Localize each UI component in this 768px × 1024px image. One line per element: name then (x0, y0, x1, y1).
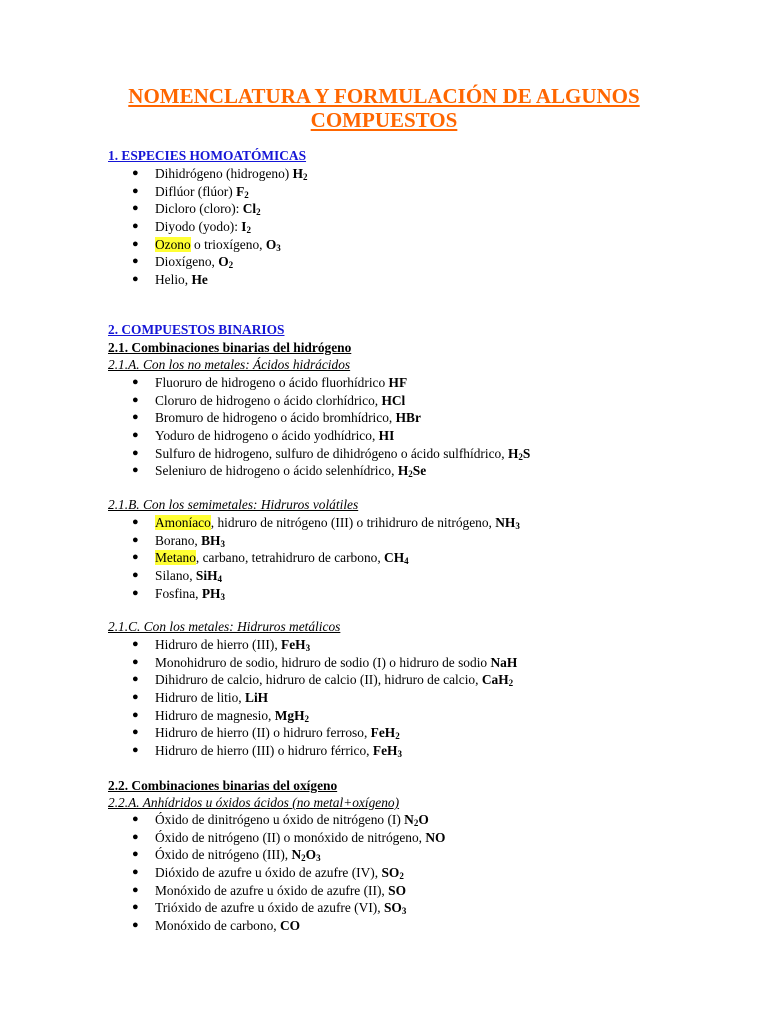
chemical-formula (291, 847, 320, 862)
chemical-formula (241, 219, 251, 234)
chemical-formula (280, 918, 300, 933)
title-line-2: COMPUESTOS (310, 108, 458, 132)
formula-subscript: 2 (408, 469, 413, 480)
bullet-icon: ● (132, 638, 139, 650)
formula-part: BH (201, 532, 221, 548)
chemical-formula (371, 725, 400, 740)
list-item (0, 724, 517, 742)
formula-part: HF (388, 375, 408, 390)
chemical-formula (266, 237, 281, 252)
formula-part: N (404, 812, 414, 827)
formula-part: FeH (281, 637, 306, 652)
bullet-icon: ● (132, 446, 139, 459)
bullet-icon: ● (132, 273, 139, 286)
formula-part: O (418, 812, 429, 827)
highlighted-term: Metano (155, 550, 196, 566)
bullet-icon: ● (132, 429, 139, 442)
chemical-formula (381, 865, 403, 880)
item-text: Yoduro de hidrogeno o ácido yodhídrico, (155, 428, 379, 444)
formula-part: O (265, 236, 277, 252)
chemical-formula (495, 515, 520, 530)
list-item (0, 585, 520, 603)
item-text: Borano, (155, 532, 202, 548)
subsection-heading-hidrogeno: 2.1. Combinaciones binarias del hidrógeno (108, 340, 352, 355)
list-item (0, 374, 530, 392)
chemical-formula (398, 463, 426, 478)
list-item (0, 409, 530, 427)
bullet-icon: ● (132, 883, 139, 896)
formula-subscript: 2 (304, 713, 309, 724)
formula-part: HI (378, 428, 395, 444)
chemical-formula (293, 166, 308, 181)
item-text: Dihidrógeno (hidrogeno) (155, 166, 293, 181)
formula-part: HBr (395, 410, 421, 426)
list-item (0, 218, 308, 236)
formula-subscript: 3 (401, 906, 407, 917)
bullet-icon: ● (132, 830, 139, 843)
formula-part: LiH (245, 690, 269, 706)
formula-part: SO (388, 882, 407, 898)
list-acidos-hidracidos (0, 374, 530, 480)
list-item (0, 445, 530, 463)
list-item (0, 253, 308, 271)
formula-subscript: 2 (256, 207, 261, 218)
item-text: Helio, (155, 272, 192, 288)
chemical-formula (396, 410, 421, 425)
formula-subscript: 2 (244, 189, 249, 200)
item-text: , carbano, tetrahidruro de carbono, (195, 550, 385, 566)
formula-part: PH (201, 585, 221, 601)
list-anhidridos (0, 811, 445, 935)
list-item (0, 811, 445, 829)
formula-subscript: 4 (217, 574, 223, 585)
item-text: Diflúor (flúor) (155, 183, 237, 199)
bullet-icon: ● (132, 464, 139, 477)
list-item (0, 549, 520, 567)
formula-subscript: 3 (515, 521, 520, 531)
list-item (0, 882, 445, 900)
chemical-formula (384, 550, 409, 565)
chemical-formula (482, 672, 513, 687)
formula-part: NO (425, 829, 446, 845)
formula-subscript: 3 (276, 242, 281, 253)
bullet-icon: ● (132, 655, 139, 668)
formula-part: H (292, 166, 304, 181)
formula-subscript: 2 (399, 871, 404, 882)
list-item (0, 742, 517, 760)
list-item (0, 654, 517, 672)
formula-subscript: 3 (397, 749, 402, 760)
subsubsection-heading-metales: 2.1.C. Con los metales: Hidruros metálicos (108, 619, 341, 634)
list-hidruros-volatiles (0, 514, 520, 602)
formula-subscript: 2 (301, 853, 306, 864)
formula-part: N (291, 847, 302, 863)
formula-subscript: 3 (305, 643, 311, 653)
item-text: Óxido de dinitrógeno u óxido de nitrógeno (I) (155, 812, 405, 827)
item-text: Hidruro de magnesio, (155, 707, 275, 723)
bullet-icon: ● (132, 393, 139, 406)
subsubsection-heading-semimetales: 2.1.B. Con los semimetales: Hidruros volátiles (108, 497, 359, 512)
formula-part: H (397, 463, 409, 479)
list-hidruros-metalicos (0, 636, 517, 760)
formula-part: SO (383, 900, 402, 916)
formula-part: NH (495, 515, 516, 530)
list-item (0, 183, 308, 201)
list-item (0, 462, 530, 480)
item-text: Fluoruro de hidrogeno o ácido fluorhídrico (155, 375, 389, 390)
bullet-icon: ● (132, 516, 139, 528)
bullet-icon: ● (132, 411, 139, 424)
subsubsection-heading-anhidridos: 2.2.A. Anhídridos u óxidos ácidos (no metal+oxígeno) (108, 795, 400, 810)
item-text: Trióxido de azufre u óxido de azufre (VI), (155, 900, 384, 916)
list-item (0, 165, 308, 183)
bullet-icon: ● (132, 673, 139, 686)
item-text: Monóxido de carbono, (155, 918, 280, 934)
section-heading-binarios: 2. COMPUESTOS BINARIOS (108, 322, 285, 337)
formula-part: H (507, 445, 519, 461)
formula-part: F (236, 183, 245, 199)
item-text: Dioxígeno, (155, 254, 219, 270)
bullet-icon: ● (132, 744, 139, 757)
formula-subscript: 2 (518, 451, 523, 462)
item-text: Monohidruro de sodio, hidruro de sodio (I) o hidruro de sodio (155, 654, 491, 670)
list-item (0, 567, 520, 585)
bullet-icon: ● (132, 167, 139, 179)
list-item (0, 899, 445, 917)
bullet-icon: ● (132, 533, 139, 546)
bullet-icon: ● (132, 866, 139, 879)
formula-part: CaH (481, 672, 509, 688)
formula-subscript: 2 (246, 225, 252, 236)
formula-subscript: 3 (220, 538, 225, 549)
document-title (0, 84, 768, 132)
bullet-icon: ● (132, 848, 139, 861)
item-text: Hidruro de hierro (III) o hidruro férrico, (155, 743, 373, 759)
bullet-icon: ● (132, 726, 139, 739)
bullet-icon: ● (132, 569, 139, 582)
formula-subscript: 2 (303, 172, 308, 182)
list-item (0, 846, 445, 864)
chemical-formula (236, 184, 249, 199)
list-item (0, 707, 517, 725)
formula-part: I (241, 219, 247, 235)
item-text: Bromuro de hidrogeno o ácido bromhídrico, (155, 410, 396, 426)
bullet-icon: ● (132, 376, 139, 388)
chemical-formula (243, 201, 261, 216)
item-text: Cloruro de hidrogeno o ácido clorhídrico, (155, 392, 382, 408)
formula-part: CO (279, 918, 301, 934)
chemical-formula (196, 568, 222, 583)
bullet-icon: ● (132, 220, 139, 233)
list-item (0, 671, 517, 689)
formula-part: Cl (242, 201, 257, 217)
formula-part: FeH (370, 725, 396, 741)
chemical-formula (388, 883, 406, 898)
bullet-icon: ● (132, 551, 139, 564)
chemical-formula (384, 900, 406, 915)
formula-subscript: 3 (220, 591, 225, 602)
chemical-formula (381, 393, 405, 408)
chemical-formula (218, 254, 233, 269)
chemical-formula (245, 690, 268, 705)
formula-subscript: 3 (316, 853, 321, 864)
formula-part: HCl (381, 392, 406, 408)
formula-part: O (218, 254, 229, 270)
chemical-formula (389, 375, 408, 390)
item-text: Hidruro de litio, (155, 690, 246, 706)
formula-part: SiH (195, 568, 218, 584)
chemical-formula (202, 586, 225, 601)
formula-subscript: 2 (228, 260, 234, 271)
item-text: Dióxido de azufre u óxido de azufre (IV), (155, 865, 382, 881)
item-text: Silano, (155, 568, 196, 584)
list-item (0, 829, 445, 847)
bullet-icon: ● (132, 901, 139, 914)
bullet-icon: ● (132, 586, 139, 599)
formula-part: Se (412, 463, 427, 479)
chemical-formula (191, 272, 207, 287)
item-text: Sulfuro de hidrogeno, sulfuro de dihidrógeno o ácido sulfhídrico, (155, 445, 508, 461)
highlighted-term: Amoníaco (155, 515, 211, 530)
chemical-formula (275, 708, 309, 723)
list-item (0, 271, 308, 289)
list-item (0, 636, 517, 654)
bullet-icon: ● (132, 813, 139, 825)
chemical-formula (404, 812, 429, 827)
bullet-icon: ● (132, 237, 139, 250)
formula-part: MgH (274, 707, 305, 723)
formula-part: CH (384, 550, 405, 566)
formula-part: S (522, 445, 531, 461)
item-text: o trioxígeno, (190, 236, 266, 252)
bullet-icon: ● (132, 184, 139, 197)
section-heading-homoatomicas: 1. ESPECIES HOMOATÓMICAS (108, 148, 307, 163)
list-item (0, 689, 517, 707)
item-text: Seleniuro de hidrogeno o ácido selenhídrico, (155, 463, 398, 479)
subsection-heading-oxigeno: 2.2. Combinaciones binarias del oxígeno (108, 778, 338, 793)
formula-part: FeH (372, 743, 398, 759)
list-item (0, 917, 445, 935)
item-text: Fosfina, (155, 585, 202, 601)
chemical-formula (373, 743, 402, 758)
item-text: Diyodo (yodo): (155, 219, 242, 235)
bullet-icon: ● (132, 708, 139, 721)
bullet-icon: ● (132, 202, 139, 215)
item-text: Óxido de nitrógeno (II) o monóxido de nitrógeno, (155, 829, 426, 845)
list-item (0, 427, 530, 445)
bullet-icon: ● (132, 255, 139, 268)
list-homoatomicas (0, 165, 308, 289)
chemical-formula (490, 655, 517, 670)
list-item (0, 392, 530, 410)
bullet-icon: ● (132, 919, 139, 932)
bullet-icon: ● (132, 691, 139, 704)
formula-subscript: 2 (508, 678, 514, 689)
chemical-formula (201, 533, 225, 548)
formula-subscript: 2 (395, 731, 400, 742)
list-item (0, 532, 520, 550)
item-text: Óxido de nitrógeno (III), (155, 847, 292, 863)
formula-part: He (191, 272, 208, 288)
item-text: Dihidruro de calcio, hidruro de calcio (II), hidruro de calcio, (155, 672, 482, 688)
list-item (0, 514, 520, 532)
chemical-formula (281, 637, 310, 652)
chemical-formula (508, 446, 530, 461)
title-line-1: NOMENCLATURA Y FORMULACIÓN DE ALGUNOS (128, 84, 640, 108)
formula-subscript: 4 (404, 556, 409, 567)
formula-subscript: 2 (413, 818, 419, 828)
chemical-formula (379, 428, 395, 443)
item-text: Dicloro (cloro): (155, 201, 243, 217)
formula-part: NaH (490, 654, 518, 670)
formula-part: SO (381, 865, 400, 881)
item-text: Hidruro de hierro (II) o hidruro ferroso, (155, 725, 371, 741)
chemical-formula (425, 830, 445, 845)
formula-part: O (305, 847, 317, 863)
item-text: Monóxido de azufre u óxido de azufre (II), (155, 882, 389, 898)
item-text: , hidruro de nitrógeno (III) o trihidruro de nitrógeno, (210, 515, 496, 530)
list-item (0, 236, 308, 254)
list-item (0, 200, 308, 218)
highlighted-term: Ozono (155, 236, 191, 252)
subsubsection-heading-no-metales: 2.1.A. Con los no metales: Ácidos hidrácidos (108, 357, 351, 372)
item-text: Hidruro de hierro (III), (155, 637, 282, 652)
list-item (0, 864, 445, 882)
